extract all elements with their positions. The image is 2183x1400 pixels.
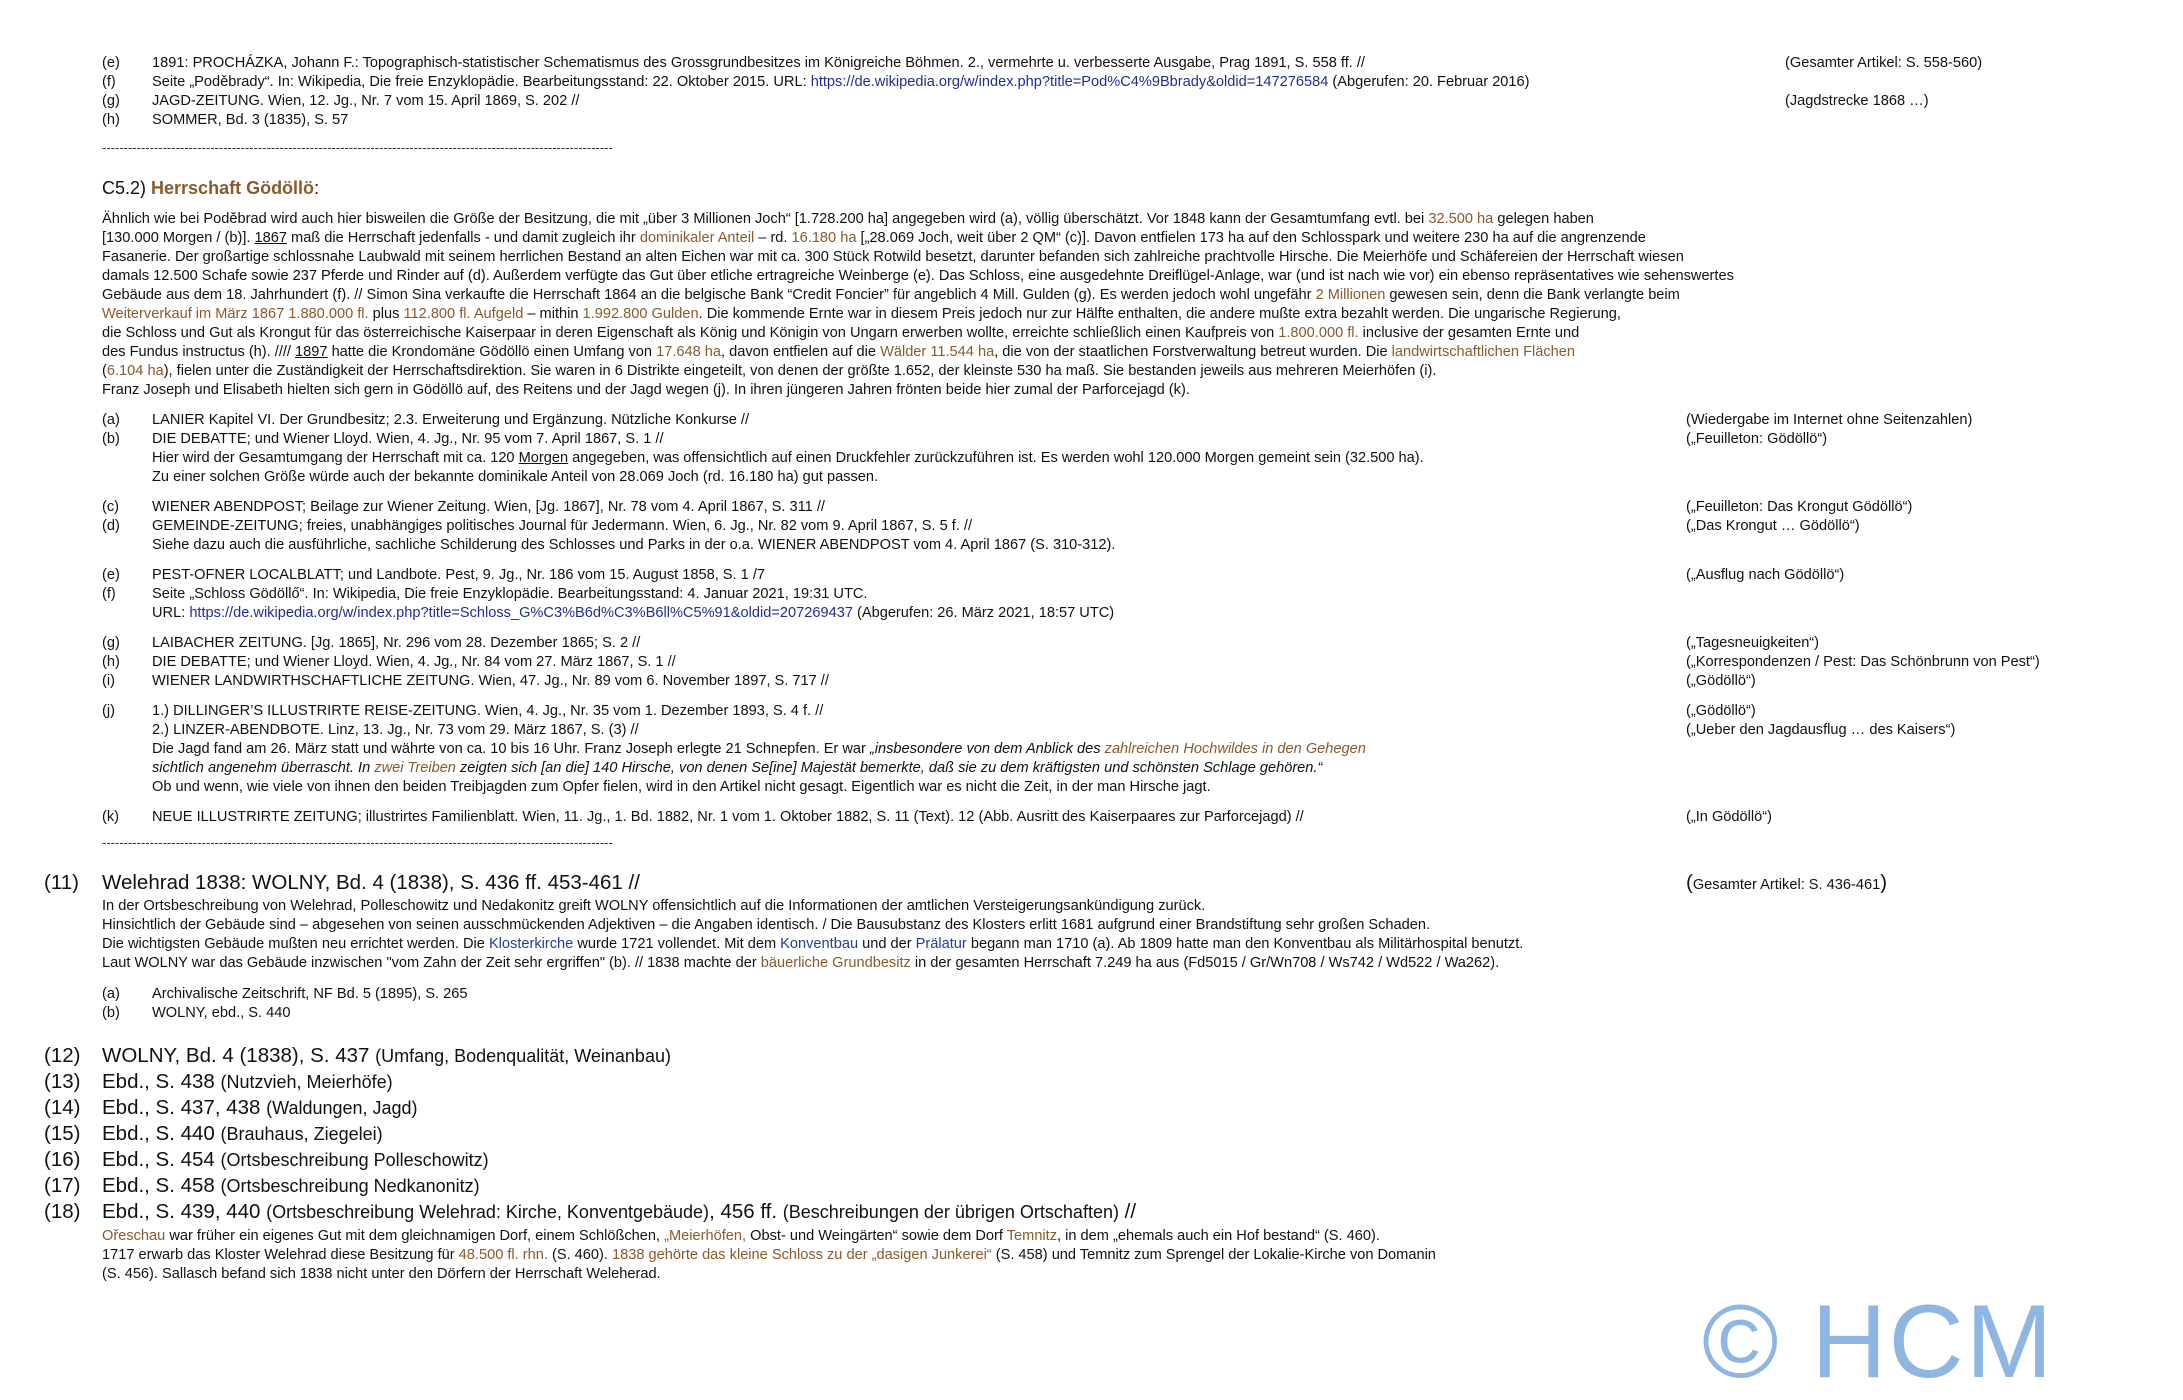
note-sub: (Brauhaus, Ziegelei) [220,1124,383,1144]
quote-text: zeigten sich [an die] 140 Hirsche, von denen Se[ine] Majestät bemerkte, daß sie zu dem kräftigsten und schönsten Schlage gehören.“ [455,760,1323,776]
highlight-place: Temnitz [1006,1228,1058,1244]
ref-text: DIE DEBATTE; und Wiener Lloyd. Wien, 4. Jg., Nr. 84 vom 27. März 1867, S. 1 // [152,654,676,670]
para-text: [130.000 Morgen / (b)]. [102,230,255,246]
para-text: hatte die Krondomäne Gödöllö einen Umfang von [327,344,657,360]
highlight-building: Prälatur [915,936,967,952]
note-line [102,1043,671,1069]
para-line [102,324,1579,343]
ref-text: LAIBACHER ZEITUNG. [Jg. 1865], Nr. 296 vom 28. Dezember 1865; S. 2 // [152,635,641,651]
highlight-value: 32.500 ha [1428,211,1494,227]
wiki-link[interactable]: https://de.wikipedia.org/w/index.php?title=Pod%C4%9Bbrady&oldid=147276584 [810,74,1329,90]
url-suffix: (Abgerufen: 26. März 2021, 18:57 UTC) [852,605,1115,621]
url-line [152,604,1114,623]
para-text: begann man 1710 (a). Ab 1809 hatte man den Konventbau als Militärhospital benutzt. [966,936,1524,952]
para-text: und der [858,936,916,952]
note-line [152,449,1424,468]
note-main: Ebd., S. 454 [102,1148,221,1171]
ref-label: (h) [102,654,120,670]
separator-line: ---------------------------------------------------------------------------------------------------------------------- [102,140,613,155]
ref-note: („Ueber den Jagdausflug … des Kaisers“) [1686,722,1956,738]
ref-text: 1.) DILLINGER’S ILLUSTRIRTE REISE-ZEITUNG. Wien, 4. Jg., Nr. 35 vom 1. Dezember 1893, S. 4 f. // [152,703,824,719]
note-sub: (Ortsbeschreibung Welehrad: Kirche, Konventgebäude) [266,1202,710,1222]
highlight-value: dominikaler Anteil [639,230,755,246]
url-prefix: URL: [152,605,190,621]
ref-label: (a) [102,986,120,1002]
ref-note: („Feuilleton: Das Krongut Gödöllö“) [1686,499,1913,515]
ref-text: DIE DEBATTE; und Wiener Lloyd. Wien, 4. Jg., Nr. 95 vom 7. April 1867, S. 1 // [152,431,664,447]
ref-text: (Abgerufen: 20. Februar 2016) [1328,74,1530,90]
section-suffix: : [314,178,320,198]
note-text: Die Jagd fand am 26. März statt und währte von ca. 10 bis 16 Uhr. Franz Joseph erlegte 21 Schnepfen. Er war [152,741,870,757]
ref-text: WOLNY, ebd., S. 440 [152,1005,291,1021]
para-line: Fasanerie. Der großartige schlossnahe Laubwald mit seinem herrlichen Bestand an alten Eichen war mit ca. 300 Stück Rotwild besetzt, darunter befanden sich zahlreiche prachtvolle Hirsche. Die Meierhöfe und Schäfereien der Herrschaft wiesen [102,249,1684,265]
section-prefix: C5.2) [102,178,152,198]
note-line [102,1173,480,1199]
para-text: gewesen sein, denn die Bank verlangte beim [1385,287,1680,303]
para-text: – mithin [523,306,583,322]
para-text: war früher ein eigenes Gut mit dem gleichnamigen Dorf, einem Schlößchen, [165,1228,665,1244]
para-line: (S. 456). Sallasch befand sich 1838 nicht unter den Dörfern der Herrschaft Weleherad. [102,1266,661,1282]
highlight-value: 1.992.800 Gulden [582,306,699,322]
note-main: // [1118,1200,1137,1223]
underlined-year: 1867 [254,230,287,246]
highlight-value: 1838 gehörte das kleine Schloss zu der „dasigen Junkerei“ [612,1247,992,1263]
note-line [102,1199,1136,1225]
para-text: – rd. [754,230,792,246]
note-text: Ob und wenn, wie viele von ihnen den beiden Treibjagden zum Opfer fielen, wird in den Artikel nicht gesagt. Eigentlich war es nicht die Zeit, in der man Hirsche jagt. [152,779,1211,795]
ref-label: (i) [102,673,115,689]
ref-text: GEMEINDE-ZEITUNG; freies, unabhängiges politisches Journal für Jedermann. Wien, 6. Jg., Nr. 82 vom 9. April 1867, S. 5 f. // [152,518,973,534]
para-line: In der Ortsbeschreibung von Welehrad, Polleschowitz und Nedakonitz greift WOLNY offensichtlich auf die Informationen der amtlichen Versteigerungsankündigung zurück. [102,898,1206,914]
para-line [102,954,1499,973]
para-text: Obst- und Weingärten“ sowie dem Dorf [746,1228,1007,1244]
note-number: (17) [44,1174,81,1197]
note-number: (16) [44,1148,81,1171]
ref-note: (Jagdstrecke 1868 …) [1785,93,1929,109]
ref-label: (b) [102,431,120,447]
note-number: (18) [44,1200,81,1223]
note-number: (11) [44,871,79,894]
note-text: Hier wird der Gesamtumgang der Herrschaft mit ca. 120 [152,450,519,466]
note-line [102,1147,489,1173]
para-text: [„28.069 Joch, weit über 2 QM“ (c)]. Davon entfielen 173 ha auf den Schlosspark und weitere 230 ha auf die angrenzende [856,230,1646,246]
ref-label: (g) [102,635,120,651]
para-text: , in dem „ehemals auch ein Hof bestand“ (S. 460). [1057,1228,1380,1244]
para-line [102,229,1646,248]
para-text: ( [102,363,107,379]
ref-note: („Feuilleton: Gödöllö“) [1686,431,1828,447]
ref-text: WIENER ABENDPOST; Beilage zur Wiener Zeitung. Wien, [Jg. 1867], Nr. 78 vom 4. April 1867, S. 311 // [152,499,825,515]
highlight-value: 48.500 fl. rhn. [458,1247,548,1263]
note-line [102,1121,383,1147]
para-text: ), fielen unter die Zuständigkeit der Herrschaftsdirektion. Sie waren in 6 Distrikte eingeteilt, von denen der größte 1.652, der kleinste 530 ha maß. Sie bestanden jeweils aus mehreren Meierhöfen (i). [163,363,1437,379]
para-line: damals 12.500 Schafe sowie 237 Pferde und Rinder auf (d). Außerdem verfügte das Gut über etliche ertragreiche Weinberge (e). Das Schloss, eine ausgedehnte Dreiflügel-Anlage, war (und ist nach wie vor) ein ebenso repräsentatives wie sehenswertes [102,268,1734,284]
ref-text: Seite „Poděbrady“. In: Wikipedia, Die freie Enzyklopädie. Bearbeitungsstand: 22. Oktober 2015. URL: [152,74,811,90]
note-18 [0,1199,2183,1225]
para-line [102,210,1594,229]
highlight-value: „Meierhöfen, [664,1228,747,1244]
note-number: (14) [44,1096,81,1119]
note-14 [0,1095,2183,1121]
highlight-value: Wälder 11.544 ha [880,344,995,360]
highlight-value: 2 Millionen [1315,287,1386,303]
ref-label: (b) [102,1005,120,1021]
note-12 [0,1043,2183,1069]
paren: ( [1686,871,1693,894]
note-range [1686,870,1887,896]
quote-highlight: zwei Treiben [374,760,456,776]
note-text: Siehe dazu auch die ausführliche, sachliche Schilderung des Schlosses und Parks in der o.a. WIENER ABENDPOST vom 4. April 1867 (S. 310-312). [152,537,1116,553]
para-text: , davon entfielen auf die [721,344,881,360]
ref-label: (h) [102,112,120,128]
para-text: wurde 1721 vollendet. Mit dem [573,936,781,952]
highlight-building: Konventbau [780,936,859,952]
note-line [102,1095,418,1121]
section-title: Herrschaft Gödöllö [151,178,315,198]
note-number: (15) [44,1122,81,1145]
para-text: 1717 erwarb das Kloster Welehrad diese Besitzung für [102,1247,459,1263]
para-text: , die von der staatlichen Forstverwaltung betreut wurden. Die [994,344,1392,360]
note-sub: (Ortsbeschreibung Nedkanonitz) [220,1176,480,1196]
range-text: Gesamter Artikel: S. 436-461 [1692,877,1881,893]
para-text: (S. 460). [547,1247,612,1263]
note-11-heading [0,870,2183,896]
ref-note: („In Gödöllö“) [1686,809,1772,825]
note-text: angegeben, was offensichtlich auf einen Druckfehler zurückzuführen ist. Es werden wohl 120.000 Morgen gemeint sein (32.500 ha). [568,450,1424,466]
note-main: Ebd., S. 439, 440 [102,1200,267,1223]
ref-note: („Gödöllö“) [1686,703,1756,719]
ref-text: Archivalische Zeitschrift, NF Bd. 5 (1895), S. 265 [152,986,468,1002]
highlight-building: Klosterkirche [488,936,574,952]
note-main: WOLNY, Bd. 4 (1838), S. 437 [102,1044,376,1067]
section-heading [102,178,319,199]
quote-text: sichtlich angenehm überrascht. In [152,760,375,776]
wiki-link[interactable]: https://de.wikipedia.org/w/index.php?title=Schloss_G%C3%B6d%C3%B6ll%C5%91&oldid=207269437 [189,605,853,621]
highlight-value: 112.800 fl. Aufgeld [403,306,524,322]
ref-text: 2.) LINZER-ABENDBOTE. Linz, 13. Jg., Nr. 73 vom 29. März 1867, S. (3) // [152,722,639,738]
note-main: , 456 ff. [709,1200,783,1223]
ref-label: (e) [102,55,120,71]
note-number: (12) [44,1044,81,1067]
para-text: in der gesamten Herrschaft 7.249 ha aus (Fd5015 / Gr/Wn708 / Ws742 / Wd522 / Wa262). [910,955,1500,971]
highlight-value: 6.104 ha [106,363,164,379]
quote-highlight: zahlreichen Hochwildes in den Gehegen [1104,741,1366,757]
para-text: plus [368,306,404,322]
note-15 [0,1121,2183,1147]
ref-note: („Das Krongut … Gödöllö“) [1686,518,1860,534]
note-sub: (Ortsbeschreibung Polleschowitz) [220,1150,489,1170]
para-text: inclusive der gesamten Ernte und [1358,325,1580,341]
highlight-place: Ořeschau [102,1228,166,1244]
para-text: Die wichtigsten Gebäude mußten neu errichtet werden. Die [102,936,489,952]
ref-label: (e) [102,567,120,583]
note-16 [0,1147,2183,1173]
separator-line: ---------------------------------------------------------------------------------------------------------------------- [102,835,613,850]
note-main: Ebd., S. 458 [102,1174,221,1197]
para-line [102,1246,1436,1265]
ref-label: (j) [102,703,115,719]
note-sub: (Waldungen, Jagd) [266,1098,418,1118]
para-line [102,343,1575,362]
ref-label: (f) [102,586,116,602]
paren: ) [1880,871,1888,894]
ref-label: (c) [102,499,120,515]
highlight-value: landwirtschaftlichen Flächen [1391,344,1575,360]
note-main: Ebd., S. 437, 438 [102,1096,267,1119]
highlight-value: 1.800.000 fl. [1278,325,1359,341]
quote-line [152,740,1366,759]
ref-note: („Ausflug nach Gödöllö“) [1686,567,1845,583]
para-line [102,286,1680,305]
para-text: . Die kommende Ernte war in diesem Preis jedoch nur zur Hälfte enthalten, die andere mußte extra bezahlt werden. Die ungarische Regierung, [698,306,1621,322]
note-main: Ebd., S. 438 [102,1070,221,1093]
ref-text: SOMMER, Bd. 3 (1835), S. 57 [152,112,349,128]
ref-label: (k) [102,809,120,825]
ref-text: PEST-OFNER LOCALBLATT; und Landbote. Pest, 9. Jg., Nr. 186 vom 15. August 1858, S. 1 /7 [152,567,765,583]
para-line [102,305,1621,324]
note-sub: (Umfang, Bodenqualität, Weinanbau) [375,1046,671,1066]
para-text: die Schloss und Gut als Krongut für das österreichische Kaiserpaar in deren Eigenschaft als König und Königin von Ungarn erwerben wollte, erreichte schließlich einen Kaufpreis von [102,325,1279,341]
note-line [102,1069,393,1095]
note-main: Ebd., S. 440 [102,1122,221,1145]
ref-note: („Korrespondenzen / Pest: Das Schönbrunn von Pest“) [1686,654,2040,670]
ref-text: WIENER LANDWIRTHSCHAFTLICHE ZEITUNG. Wien, 47. Jg., Nr. 89 vom 6. November 1897, S. 717 // [152,673,829,689]
ref-label: (g) [102,93,120,109]
ref-note: („Gödöllö“) [1686,673,1756,689]
underlined-word: Morgen [518,450,569,466]
note-title: Welehrad 1838: WOLNY, Bd. 4 (1838), S. 436 ff. 453-461 // [102,871,640,894]
ref-text: 1891: PROCHÁZKA, Johann F.: Topographisch-statistischer Schematismus des Grossgrundbesitzes im Königreiche Böhmen. 2., vermehrte u. verbesserte Ausgabe, Prag 1891, S. 558 ff. // [152,55,1365,71]
ref-text: LANIER Kapitel VI. Der Grundbesitz; 2.3. Erweiterung und Ergänzung. Nützliche Konkurse // [152,412,750,428]
para-line [102,362,1436,381]
para-text: des Fundus instructus (h). //// [102,344,296,360]
para-line [102,1227,1380,1246]
quote-line [152,759,1322,778]
quote-text: „insbesondere von dem Anblick des [869,741,1105,757]
highlight-value: 16.180 ha [791,230,857,246]
ref-note: (Gesamter Artikel: S. 558-560) [1785,55,1983,71]
ref-note: (Wiedergabe im Internet ohne Seitenzahlen) [1686,412,1973,428]
highlight-value: 17.648 ha [656,344,722,360]
note-text: Zu einer solchen Größe würde auch der bekannte dominikale Anteil von 28.069 Joch (rd. 16.180 ha) gut passen. [152,469,879,485]
underlined-year: 1897 [295,344,328,360]
ref-label: (d) [102,518,120,534]
note-sub: (Nutzvieh, Meierhöfe) [220,1072,393,1092]
note-17 [0,1173,2183,1199]
note-13 [0,1069,2183,1095]
para-text: (S. 458) und Temnitz zum Sprengel der Lokalie-Kirche von Domanin [991,1247,1436,1263]
highlight-value: Weiterverkauf im März 1867 1.880.000 fl. [102,306,369,322]
para-text: Laut WOLNY war das Gebäude inzwischen "vom Zahn der Zeit sehr ergriffen" (b). // 1838 machte der [102,955,761,971]
para-line: Franz Joseph und Elisabeth hielten sich gern in Gödöllö auf, des Reitens und der Jagd wegen (j). In ihren jüngeren Jahren frönten beide hier zumal der Parforcejagd (k). [102,382,1190,398]
ref-text: JAGD-ZEITUNG. Wien, 12. Jg., Nr. 7 vom 15. April 1869, S. 202 // [152,93,580,109]
note-sub: (Beschreibungen der übrigen Ortschaften) [782,1202,1119,1222]
para-line [102,935,1523,954]
ref-text: Seite „Schloss Gödöllő“. In: Wikipedia, Die freie Enzyklopädie. Bearbeitungsstand: 4. Januar 2021, 19:31 UTC. [152,586,868,602]
ref-label: (a) [102,412,120,428]
para-line: Hinsichtlich der Gebäude sind – abgesehen von seinen ausschmückenden Adjektiven – die Angaben identisch. / Die Bausubstanz des Klosters erlitt 1681 aufgrund einer Brandstiftung sehr großen Schaden. [102,917,1431,933]
ref-text: NEUE ILLUSTRIRTE ZEITUNG; illustrirtes Familienblatt. Wien, 11. Jg., 1. Bd. 1882, Nr. 1 vom 1. Oktober 1882, S. 11 (Text). 12 (Abb. Ausritt des Kaiserpaares zur Parforcejagd) // [152,809,1304,825]
para-text: maß die Herrschaft jedenfalls - und damit zugleich ihr [286,230,640,246]
para-text: gelegen haben [1493,211,1594,227]
note-number: (13) [44,1070,81,1093]
highlight-value: bäuerliche Grundbesitz [760,955,911,971]
ref-text-line [152,73,1530,92]
ref-label: (f) [102,74,116,90]
para-text: Gebäude aus dem 18. Jahrhundert (f). // Simon Sina verkaufte die Herrschaft 1864 an die belgische Bank “Credit Foncier” für angeblich 4 Mill. Gulden (g). Es werden jedoch wohl ungefähr [102,287,1316,303]
copyright-watermark: © HCM [1702,1284,2055,1400]
para-text: Ähnlich wie bei Poděbrad wird auch hier bisweilen die Größe der Besitzung, die mit „über 3 Millionen Joch“ [1.728.200 ha] angegeben wird (a), völlig überschätzt. Vor 1848 kann der Gesamtumfang evtl. bei [102,211,1429,227]
ref-note: („Tagesneuigkeiten“) [1686,635,1820,651]
